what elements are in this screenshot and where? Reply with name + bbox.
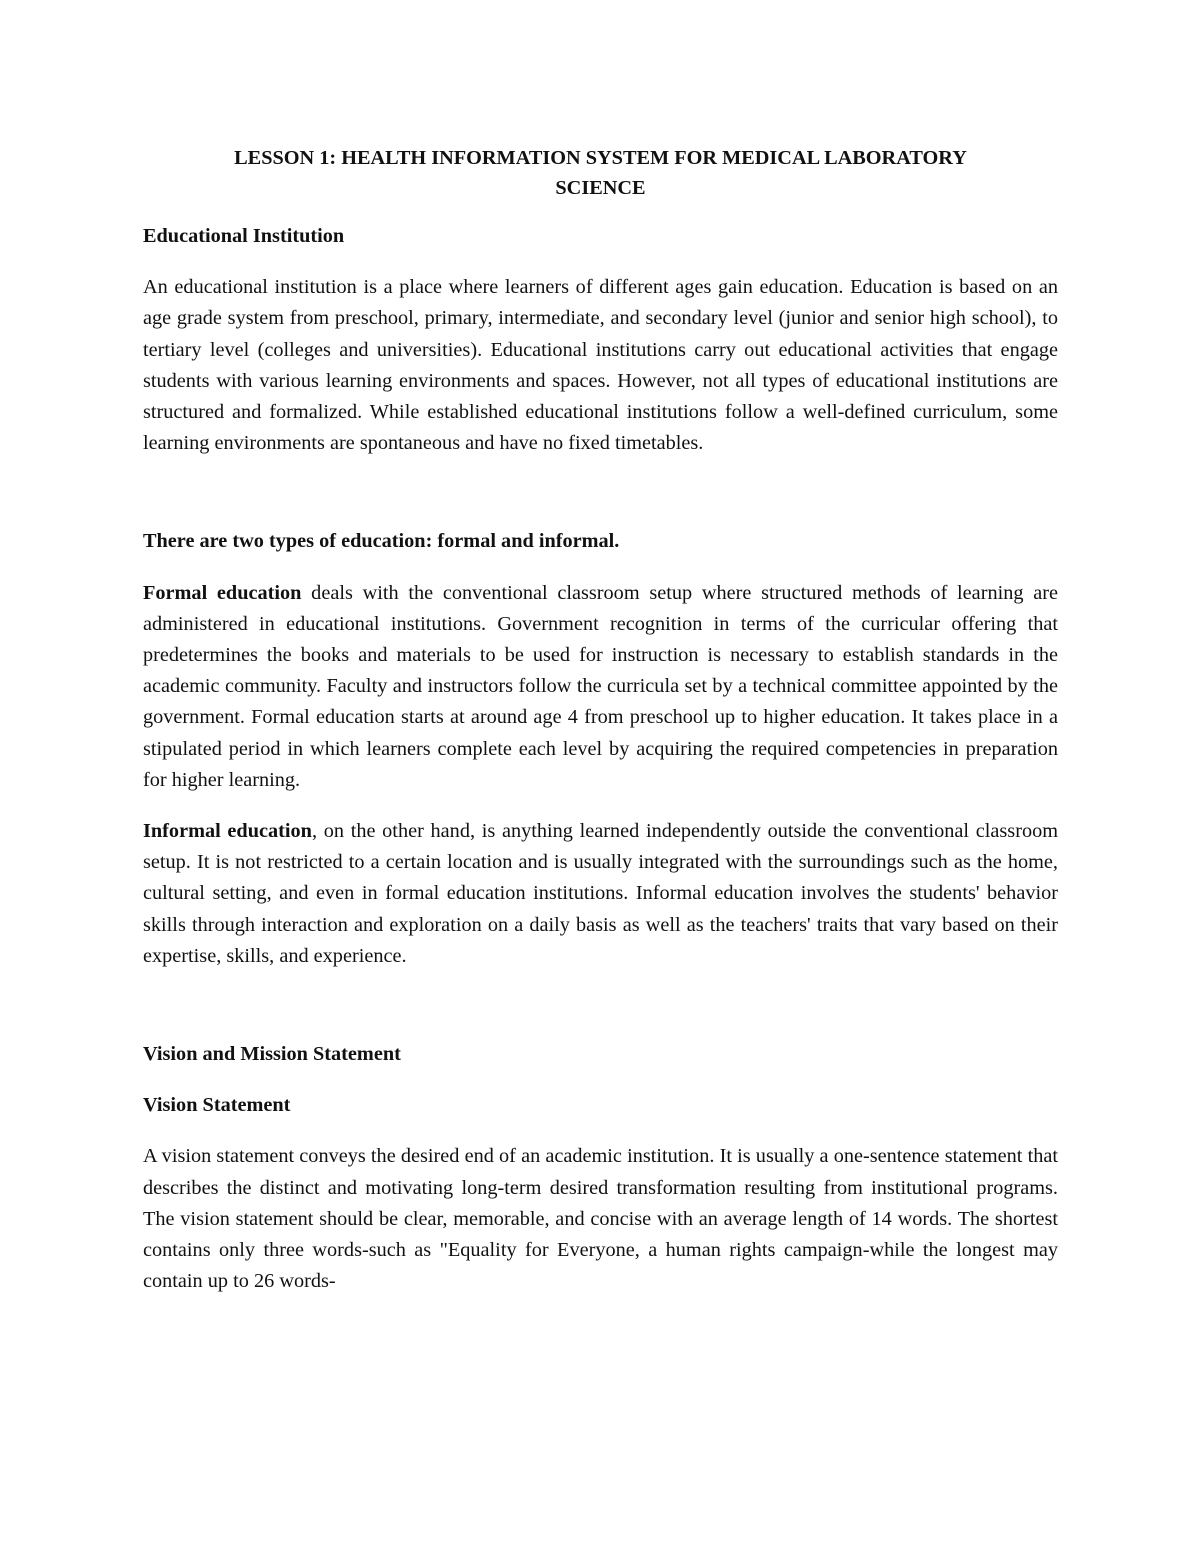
paragraph-educational-institution: An educational institution is a place where learners of different ages gain education. Education is based on an age grade system from preschool, primary, intermediate, and secondary level (junior and senior high school), to tertiary level (colleges and universities). Educational institutions carry out educational activities that engage students with various learning environments and spaces. However, not all types of educational institutions are structured and formalized. While established educational institutions follow a well-defined curriculum, some learning environments are spontaneous and have no fixed timetables. — [143, 276, 1058, 455]
lesson-title-line-2: SCIENCE — [555, 177, 646, 199]
spacer — [143, 479, 1058, 526]
heading-educational-institution: Educational Institution — [143, 225, 345, 247]
heading-vision-mission: Vision and Mission Statement — [143, 1043, 401, 1066]
paragraph-informal-education — [143, 816, 1058, 972]
paragraph-formal-education — [143, 578, 1058, 796]
heading-vision-statement: Vision Statement — [143, 1094, 291, 1117]
lesson-title — [143, 143, 1058, 203]
heading-types-of-education: There are two types of education: formal and informal. — [143, 530, 620, 553]
lesson-title-line-1: LESSON 1: HEALTH INFORMATION SYSTEM FOR MEDICAL LABORATORY — [234, 147, 967, 169]
paragraph-vision-statement: A vision statement conveys the desired end of an academic institution. It is usually a one-sentence statement that describes the distinct and motivating long-term desired transformation resulting from institutional programs. The vision statement should be clear, memorable, and concise with an average length of 14 words. The shortest contains only three words-such as "Equality for Everyone, a human rights campaign-while the longest may contain up to 26 words- — [143, 1145, 1058, 1293]
spacer — [143, 992, 1058, 1039]
text-formal-education: deals with the conventional classroom setup where structured methods of learning are administered in educational institutions. Government recognition in terms of the curricular offering that predetermines the books and materials to be used for instruction is necessary to establish standards in the academic community. Faculty and instructors follow the curricula set by a technical committee appointed by the government. Formal education starts at around age 4 from preschool up to higher education. It takes place in a stipulated period in which learners complete each level by acquiring the required competencies in preparation for higher learning. — [143, 581, 1058, 791]
term-formal-education: Formal education — [143, 581, 302, 604]
text-informal-education: , on the other hand, is anything learned independently outside the conventional classroom setup. It is not restricted to a certain location and is usually integrated with the surroundings such as the home, cultural setting, and even in formal education institutions. Informal education involves the students' behavior skills through interaction and exploration on a daily basis as well as the teachers' traits that vary based on their expertise, skills, and experience. — [143, 820, 1058, 967]
document-page — [143, 143, 1058, 1317]
term-informal-education: Informal education — [143, 820, 312, 843]
